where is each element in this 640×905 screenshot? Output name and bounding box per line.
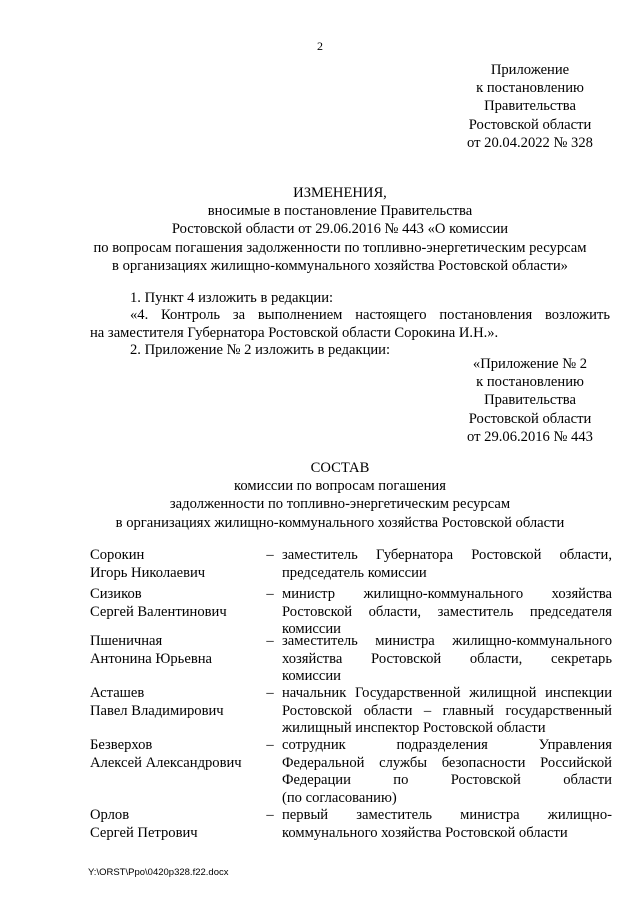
member-dash: – [266,586,274,602]
appendix-line: Приложение [490,62,570,78]
changes-line: в организациях жилищно-коммунального хозяйства Ростовской области» [112,257,568,274]
quote-line: на заместителя Губернатора Ростовской области Сорокина И.Н.». [90,324,499,341]
changes-line: вносимые в постановление Правительства [207,203,473,220]
appendix-line: к постановлению [476,80,584,97]
role-line: комиссии [282,621,341,638]
changes-line: по вопросам погашения задолженности по топливно-энергетическим ресурсам [93,239,587,256]
member-dash: – [266,685,274,701]
member-role [282,586,612,639]
member-role [282,547,612,582]
role-line: Федерации по Ростовской области [282,772,612,789]
composition-line: задолженности по топливно-энергетическим ресурсам [169,496,511,513]
member-name [90,633,270,669]
member-dash: – [266,547,274,563]
appendix-header [430,62,630,153]
role-line: заместитель Губернатора Ростовской области, [282,547,612,563]
role-line: сотрудник подразделения Управления [282,737,612,753]
role-line: Ростовской области, заместитель председателя [282,603,612,620]
item-1: 1. Пункт 4 изложить в редакции: [130,290,334,306]
changes-title [60,185,620,276]
appendix2-line: от 29.06.2016 № 443 [467,428,593,445]
member-surname: Сорокин [90,547,145,563]
member-role [282,685,612,738]
role-line: председатель комиссии [282,564,427,581]
appendix2-line: к постановлению [476,374,584,391]
composition-heading: СОСТАВ [310,460,370,476]
changes-heading: ИЗМЕНЕНИЯ, [293,185,387,201]
appendix2-line: Ростовской области [468,410,592,427]
member-given-name: Сергей Петрович [90,825,198,842]
composition-title [60,460,620,533]
changes-line: Ростовской области от 29.06.2016 № 443 «О комиссии [171,221,509,238]
member-role [282,737,612,807]
role-line: заместитель министра жилищно-коммунального [282,633,612,649]
member-dash: – [266,737,274,753]
member-given-name: Алексей Александрович [90,755,242,772]
composition-line: комиссии по вопросам погашения [234,478,446,495]
member-name [90,547,270,583]
role-line: Ростовской области – главный государственный [282,702,612,719]
appendix-line: от 20.04.2022 № 328 [467,134,593,151]
role-line: первый заместитель министра жилищно- [282,807,612,823]
role-line: начальник Государственной жилищной инспекции [282,685,612,701]
composition-line: в организациях жилищно-коммунального хозяйства Ростовской области [115,514,565,531]
member-dash: – [266,807,274,823]
role-line: (по согласованию) [282,789,397,806]
file-path-footer: Y:\ORST\Ppo\0420p328.f22.docx [88,867,229,878]
member-surname: Асташев [90,685,145,701]
role-line: министр жилищно-коммунального хозяйства [282,586,612,602]
appendix2-header [430,356,630,447]
role-line: Федеральной службы безопасности Российской [282,754,612,771]
member-dash: – [266,633,274,649]
member-given-name: Сергей Валентинович [90,604,227,621]
member-name [90,586,270,622]
member-role [282,807,612,842]
item-2: 2. Приложение № 2 изложить в редакции: [130,342,391,358]
appendix-line: Ростовской области [468,116,592,133]
appendix2-line: «Приложение № 2 [472,356,588,372]
member-name [90,685,270,721]
role-line: коммунального хозяйства Ростовской области [282,824,568,841]
member-surname: Орлов [90,807,130,823]
appendix2-line: Правительства [484,392,576,409]
member-given-name: Игорь Николаевич [90,565,206,582]
item-1-quote [90,307,610,342]
quote-line: «4. Контроль за выполнением настоящего постановления возложить [130,307,610,323]
member-surname: Безверхов [90,737,153,753]
role-line: жилищный инспектор Ростовской области [282,720,546,737]
member-given-name: Павел Владимирович [90,703,224,720]
member-surname: Пшеничная [90,633,163,649]
role-line: комиссии [282,668,341,685]
member-name [90,807,270,843]
page-number: 2 [317,39,323,53]
member-surname: Сизиков [90,586,142,602]
member-given-name: Антонина Юрьевна [90,651,212,668]
member-name [90,737,270,773]
appendix-line: Правительства [484,98,576,115]
role-line: хозяйства Ростовской области, секретарь [282,650,612,667]
member-role [282,633,612,686]
